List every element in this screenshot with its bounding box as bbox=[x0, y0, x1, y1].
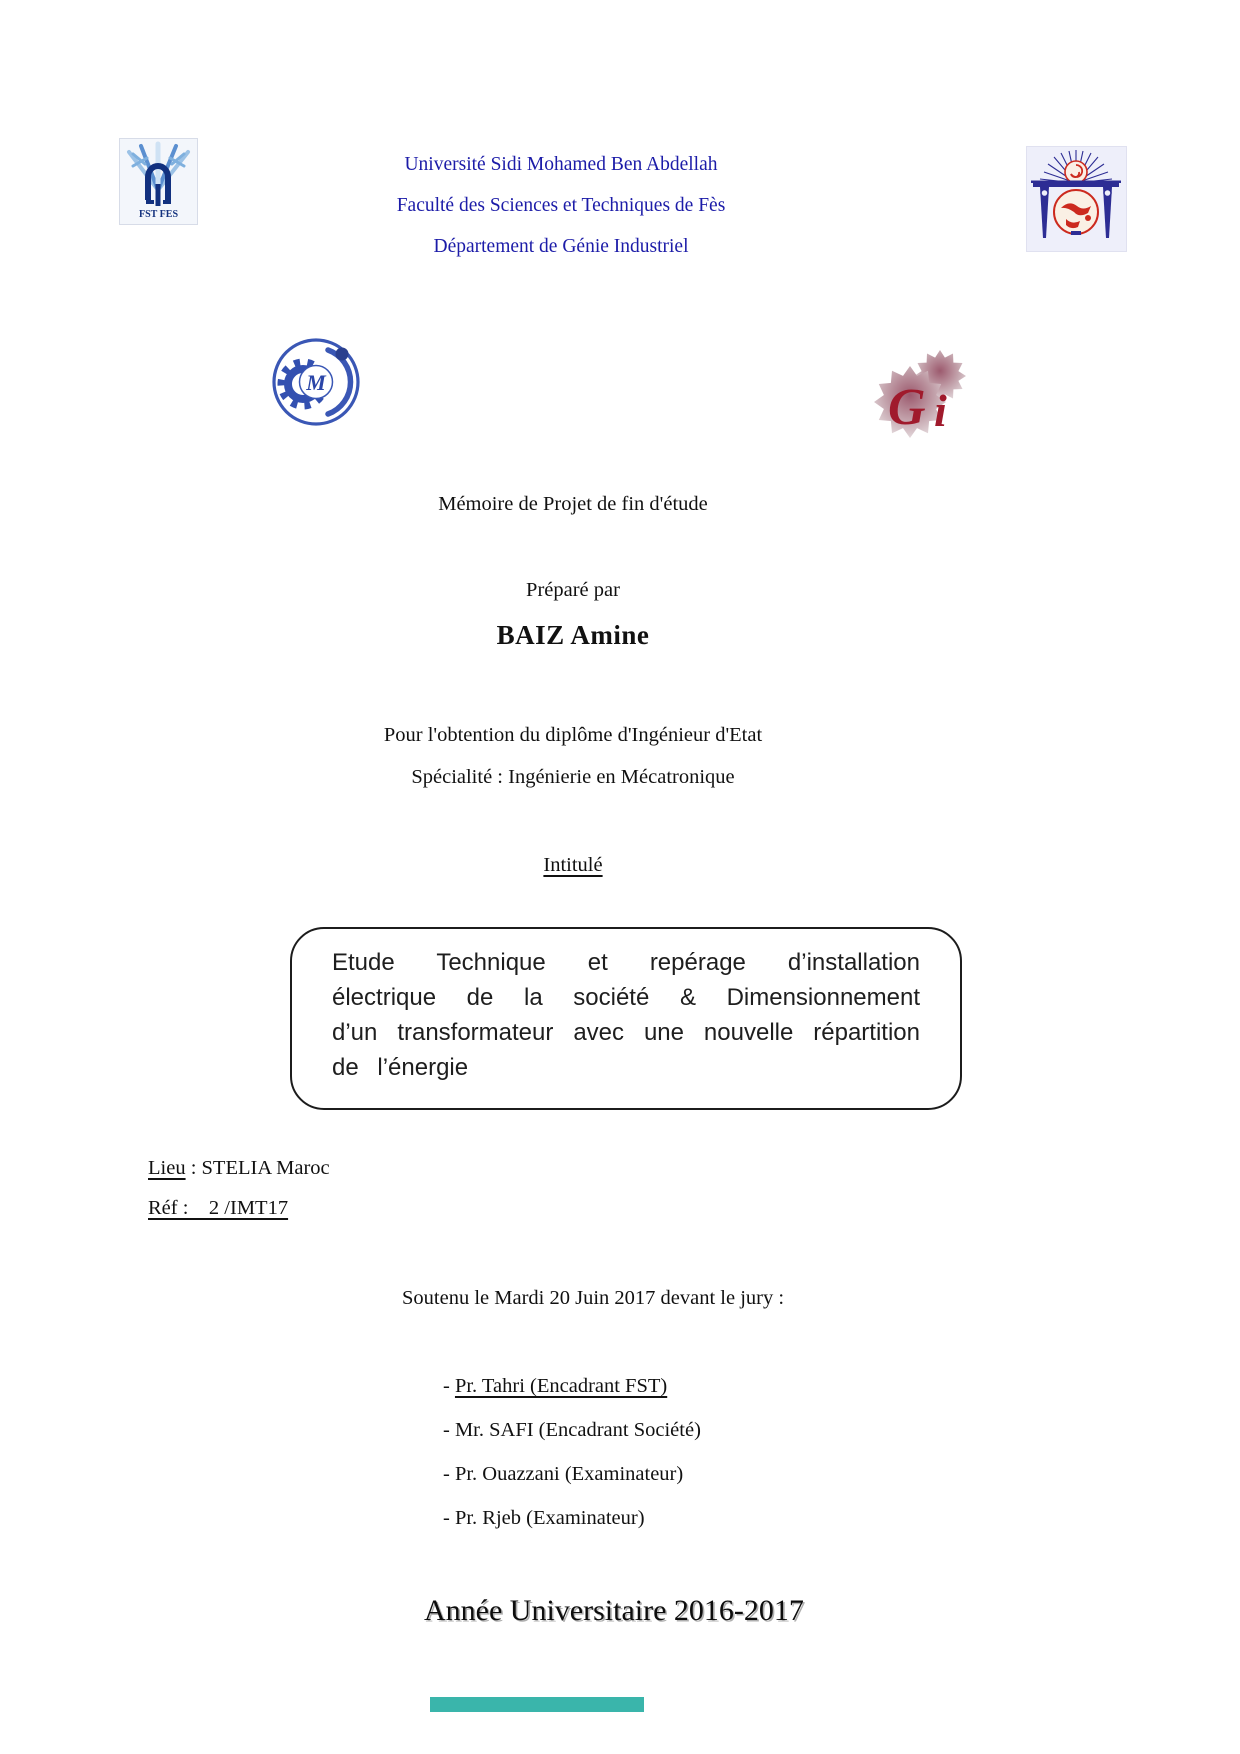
institution-header bbox=[0, 148, 1122, 271]
prepared-by-label: Préparé par bbox=[526, 579, 620, 601]
mecatronique-logo-letter: M bbox=[306, 370, 326, 395]
mecatronique-logo-graphic bbox=[269, 337, 363, 427]
fst-fes-logo-caption: FST FES bbox=[139, 209, 178, 220]
jury-member bbox=[443, 1412, 701, 1456]
lieu-label: Lieu bbox=[148, 1157, 186, 1179]
gi-logo-letter-g: G bbox=[888, 379, 926, 436]
jury-member-name: Pr. Ouazzani (Examinateur) bbox=[454, 1463, 684, 1485]
jury-member-name: Pr. Rjeb (Examinateur) bbox=[454, 1507, 645, 1529]
department-name: Département de Génie Industriel bbox=[433, 236, 689, 257]
jury-dash: - bbox=[443, 1419, 455, 1441]
teal-highlight-bar bbox=[430, 1697, 644, 1712]
diploma-line: Pour l'obtention du diplôme d'Ingénieur d'Etat bbox=[383, 724, 763, 746]
author-name: BAIZ Amine bbox=[496, 620, 650, 650]
memoire-title: Mémoire de Projet de fin d'étude bbox=[438, 493, 708, 515]
thesis-title-box bbox=[290, 927, 962, 1110]
thesis-title-text: Etude Technique et repérage d’installation électrique de la société & Dimensionnement d’un transformateur avec une nouvelle répartition de l’énergie bbox=[332, 949, 920, 1081]
jury-member bbox=[443, 1500, 701, 1544]
jury-dash: - bbox=[443, 1507, 455, 1529]
gi-logo-letter-i: i bbox=[934, 385, 947, 436]
usmba-emblem-graphic bbox=[1026, 146, 1127, 252]
defense-date-line: Soutenu le Mardi 20 Juin 2017 devant le jury : bbox=[402, 1287, 785, 1309]
lieu-value: : STELIA Maroc bbox=[185, 1157, 330, 1179]
university-name: Université Sidi Mohamed Ben Abdellah bbox=[404, 154, 718, 175]
jury-dash: - bbox=[443, 1375, 455, 1397]
jury-member bbox=[443, 1456, 701, 1500]
mecatronique-logo bbox=[269, 337, 363, 427]
intitule-label bbox=[0, 854, 1146, 877]
jury-member-name: Mr. SAFI (Encadrant Société) bbox=[454, 1419, 701, 1441]
jury-member bbox=[443, 1368, 701, 1412]
genie-industriel-logo bbox=[862, 344, 980, 442]
ref-value: Réf : 2 /IMT17 bbox=[148, 1197, 289, 1219]
ref-line bbox=[148, 1197, 288, 1220]
specialty-line: Spécialité : Ingénierie en Mécatronique bbox=[411, 766, 735, 788]
jury-dash: - bbox=[443, 1463, 455, 1485]
lieu-line bbox=[148, 1157, 330, 1180]
genie-industriel-logo-graphic bbox=[862, 344, 980, 442]
jury-member-name: Pr. Tahri (Encadrant FST) bbox=[454, 1375, 668, 1397]
intitule-underlined-text: Intitulé bbox=[543, 854, 603, 876]
jury-list bbox=[443, 1368, 701, 1544]
academic-year-line: Année Universitaire 2016-2017 bbox=[424, 1594, 804, 1627]
usmba-emblem-logo bbox=[1026, 146, 1127, 252]
faculty-name: Faculté des Sciences et Techniques de Fès bbox=[396, 195, 726, 216]
